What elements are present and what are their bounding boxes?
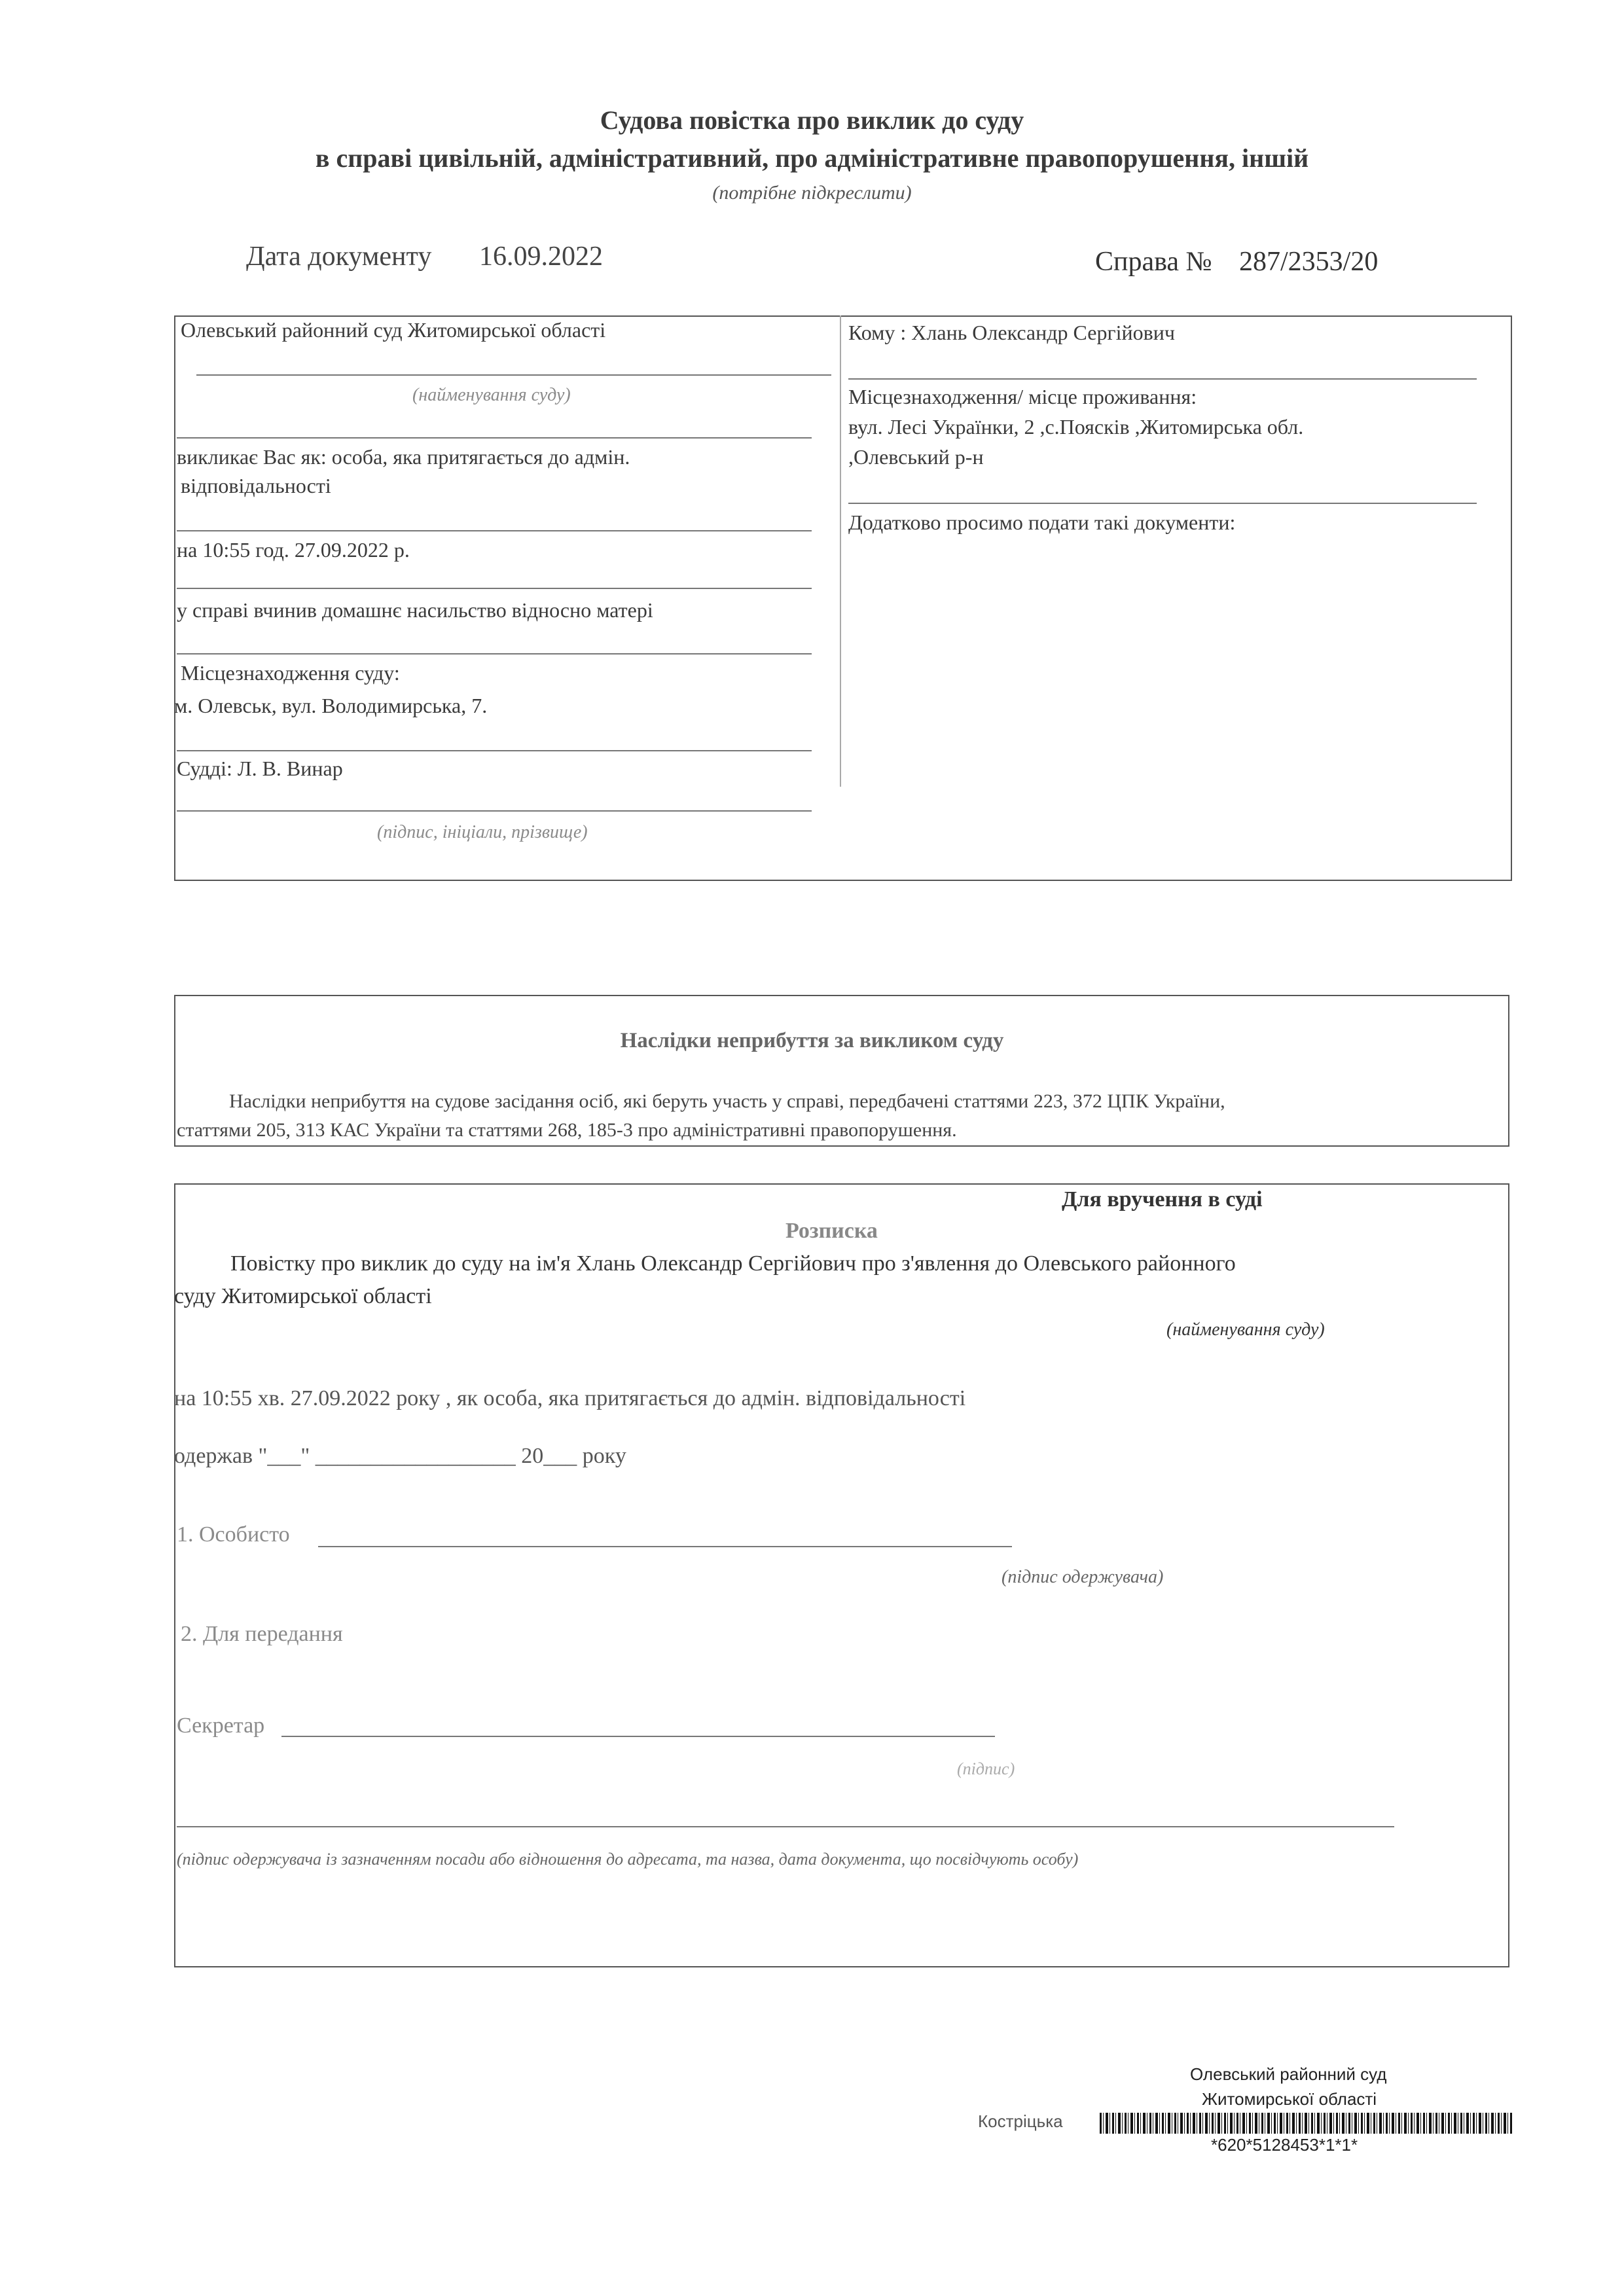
rule: [848, 378, 1477, 380]
rule: [177, 653, 812, 655]
extra-documents: Додатково просимо подати такі документи:: [848, 511, 1236, 534]
court-location: м. Олевськ, вул. Володимирська, 7.: [174, 694, 488, 717]
doc-date: 16.09.2022: [479, 242, 603, 272]
stamp-region: Житомирської області: [1202, 2089, 1377, 2109]
rule: [177, 530, 812, 531]
consequences-text: Наслідки неприбуття на судове засідання осіб, які беруть участь у справі, передбачені статтями 223, 372 ЦПК України,: [229, 1090, 1225, 1112]
signature-line: [318, 1546, 1012, 1547]
rule: [177, 750, 812, 751]
transfer-label: 2. Для передання: [181, 1622, 343, 1646]
consequences-text-cont: статтями 205, 313 КАС України та статтями 268, 185-3 про адміністративні правопорушення.: [177, 1119, 957, 1141]
summons-divider: [840, 315, 841, 787]
recipient-sign-caption: (підпис одержувача): [1001, 1567, 1164, 1587]
notice-subtitle: в справі цивільній, адміністративний, про адміністративне правопорушення, іншій: [315, 143, 1309, 173]
judge: Судді: Л. В. Винар: [177, 757, 343, 780]
summons-role: викликає Вас як: особа, яка притягається до адмін.: [177, 445, 630, 469]
receipt-court-caption: (найменування суду): [1166, 1319, 1325, 1340]
barcode-code: *620*5128453*1*1*: [1211, 2135, 1358, 2155]
stamp-signer: Костріцька: [978, 2111, 1063, 2131]
court-caption: (найменування суду): [412, 385, 571, 405]
receipt-time: на 10:55 хв. 27.09.2022 року , як особа, яка притягається до адмін. відповідальності: [174, 1386, 966, 1410]
recipient: Кому : Хлань Олександр Сергійович: [848, 321, 1175, 344]
case-subject: у справі вчинив домашнє насильство відносно матері: [177, 598, 653, 622]
address-line: вул. Лесі Українки, 2 ,с.Поясків ,Житомирська обл.: [848, 415, 1304, 439]
receipt-text-cont: суду Житомирської області: [174, 1284, 432, 1308]
case-number: 287/2353/20: [1239, 247, 1379, 277]
case-label: Справа №: [1095, 247, 1212, 277]
receipt-text: Повістку про виклик до суду на ім'я Хлань Олександр Сергійович про з'явлення до Олевського районного: [230, 1251, 1236, 1276]
judge-caption: (підпис, ініціали, прізвище): [377, 822, 588, 842]
hearing-time: на 10:55 год. 27.09.2022 р.: [177, 538, 410, 562]
rule: [196, 374, 831, 376]
notice-hint: (потрібне підкреслити): [712, 182, 912, 204]
for-court-label: Для вручення в суді: [1062, 1187, 1263, 1211]
barcode: [1100, 2113, 1512, 2134]
rule: [177, 588, 812, 589]
signature-line: [177, 1826, 1394, 1827]
stamp-court: Олевський районний суд: [1190, 2064, 1387, 2084]
consequences-title: Наслідки неприбуття за викликом суду: [620, 1029, 1004, 1052]
summons-role-cont: відповідальності: [181, 474, 331, 497]
address-label: Місцезнаходження/ місце проживання:: [848, 385, 1197, 408]
rule: [177, 810, 812, 812]
receipt-title: Розписка: [785, 1219, 878, 1243]
signature-line: [281, 1736, 995, 1737]
secretary-label: Секретар: [177, 1713, 265, 1738]
doc-date-label: Дата документу: [246, 242, 432, 272]
court-name: Олевський районний суд Житомирської області: [181, 318, 606, 342]
rule: [848, 503, 1477, 504]
rule: [177, 437, 812, 439]
court-location-label: Місцезнаходження суду:: [181, 661, 400, 685]
sign-caption: (підпис): [957, 1759, 1015, 1778]
received-date: одержав "___" __________________ 20___ року: [174, 1444, 626, 1468]
address-line-2: ,Олевський р-н: [848, 445, 984, 469]
personally-label: 1. Особисто: [177, 1522, 290, 1547]
bottom-caption: (підпис одержувача із зазначенням посади або відношення до адресата, та назва, дата документа, що посвідчують особу): [177, 1850, 1079, 1869]
notice-title: Судова повістка про виклик до суду: [600, 105, 1024, 135]
